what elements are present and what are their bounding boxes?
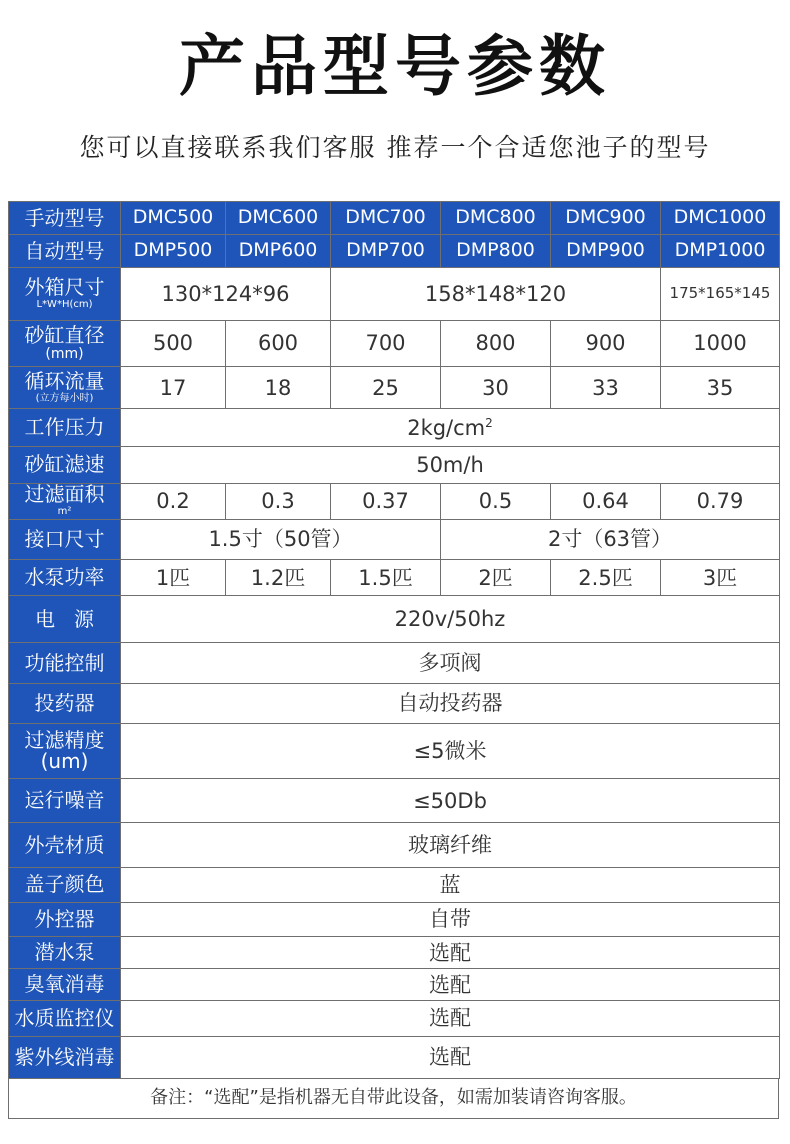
filter-speed-value: 50m/h [121, 447, 780, 483]
label-box-size-unit: L*W*H(cm) [36, 299, 93, 311]
pressure-value-text: 2kg/cm [407, 415, 486, 440]
label-lid-color: 盖子颜色 [9, 867, 121, 902]
page-subtitle: 您可以直接联系我们客服 推荐一个合适您池子的型号 [79, 133, 711, 162]
power-supply-value: 220v/50hz [121, 596, 780, 643]
tank-diameter-cell: 900 [551, 320, 661, 366]
ozone-value: 选配 [121, 969, 780, 1001]
pressure-value-sup: 2 [485, 415, 493, 430]
label-filter-area-unit: m² [57, 506, 72, 518]
auto-model-cell: DMP700 [331, 235, 441, 268]
row-submersible [9, 937, 780, 969]
row-doser [9, 683, 780, 723]
tank-diameter-cell: 500 [121, 320, 226, 366]
filter-area-cell: 0.3 [226, 483, 331, 519]
label-precision [9, 723, 121, 778]
label-manual-model: 手动型号 [9, 202, 121, 235]
row-noise [9, 779, 780, 823]
submersible-value: 选配 [121, 937, 780, 969]
row-lid-color [9, 867, 780, 902]
box-size-cell: 130*124*96 [121, 268, 331, 320]
tank-diameter-cell: 800 [441, 320, 551, 366]
precision-value: ≤5微米 [121, 723, 780, 778]
auto-model-cell: DMP500 [121, 235, 226, 268]
filter-area-cell: 0.64 [551, 483, 661, 519]
pump-power-cell: 2.5匹 [551, 559, 661, 595]
label-tank-diameter [9, 320, 121, 366]
label-flow-unit: (立方每小时) [35, 392, 94, 404]
doser-value: 自动投药器 [121, 683, 780, 723]
label-monitor: 水质监控仪 [9, 1001, 121, 1036]
row-shell [9, 823, 780, 867]
auto-model-cell: DMP1000 [661, 235, 780, 268]
box-size-cell: 175*165*145 [661, 268, 780, 320]
auto-model-cell: DMP900 [551, 235, 661, 268]
label-pump-power: 水泵功率 [9, 559, 121, 595]
pump-power-cell: 1.5匹 [331, 559, 441, 595]
tank-diameter-cell: 1000 [661, 320, 780, 366]
label-filter-speed: 砂缸滤速 [9, 447, 121, 483]
label-noise: 运行噪音 [9, 779, 121, 823]
flow-cell: 25 [331, 366, 441, 408]
manual-model-cell: DMC700 [331, 202, 441, 235]
manual-model-cell: DMC1000 [661, 202, 780, 235]
label-pressure: 工作压力 [9, 409, 121, 447]
label-precision-unit: (um) [40, 749, 89, 774]
spec-table [8, 201, 780, 1079]
row-uv [9, 1036, 780, 1078]
label-doser: 投药器 [9, 683, 121, 723]
label-filter-area-text: 过滤面积 [24, 483, 105, 507]
footnote: 备注：“选配”是指机器无自带此设备，如需加装请咨询客服。 [8, 1079, 779, 1119]
port-size-cell: 1.5寸（50管） [121, 519, 441, 559]
label-auto-model: 自动型号 [9, 235, 121, 268]
row-auto-model [9, 235, 780, 268]
pump-power-cell: 1匹 [121, 559, 226, 595]
label-tank-diameter-text: 砂缸直径 [24, 322, 105, 347]
pump-power-cell: 1.2匹 [226, 559, 331, 595]
label-ext-controller: 外控器 [9, 902, 121, 936]
auto-model-cell: DMP800 [441, 235, 551, 268]
label-power-supply: 电 源 [9, 596, 121, 643]
control-value: 多项阀 [121, 643, 780, 683]
flow-cell: 18 [226, 366, 331, 408]
monitor-value: 选配 [121, 1001, 780, 1036]
label-shell: 外壳材质 [9, 823, 121, 867]
label-flow-text: 循环流量 [24, 368, 105, 393]
label-box-size-text: 外箱尺寸 [24, 275, 105, 300]
flow-cell: 35 [661, 366, 780, 408]
label-ozone: 臭氧消毒 [9, 969, 121, 1001]
label-submersible: 潜水泵 [9, 937, 121, 969]
pump-power-cell: 2匹 [441, 559, 551, 595]
page-title: 产品型号参数 [179, 28, 611, 105]
row-ozone [9, 969, 780, 1001]
shell-value: 玻璃纤维 [121, 823, 780, 867]
row-box-size [9, 268, 780, 320]
auto-model-cell: DMP600 [226, 235, 331, 268]
label-box-size [9, 268, 121, 320]
label-port-size: 接口尺寸 [9, 519, 121, 559]
filter-area-cell: 0.37 [331, 483, 441, 519]
box-size-cell: 158*148*120 [331, 268, 661, 320]
row-filter-speed [9, 447, 780, 483]
flow-cell: 17 [121, 366, 226, 408]
pressure-value [121, 409, 780, 447]
uv-value: 选配 [121, 1036, 780, 1078]
flow-cell: 33 [551, 366, 661, 408]
row-power-supply [9, 596, 780, 643]
noise-value: ≤50Db [121, 779, 780, 823]
ext-controller-value: 自带 [121, 902, 780, 936]
row-ext-controller [9, 902, 780, 936]
row-control [9, 643, 780, 683]
filter-area-cell: 0.79 [661, 483, 780, 519]
flow-cell: 30 [441, 366, 551, 408]
manual-model-cell: DMC500 [121, 202, 226, 235]
row-filter-area [9, 483, 780, 519]
label-precision-text: 过滤精度 [24, 728, 105, 753]
port-size-cell: 2寸（63管） [441, 519, 780, 559]
filter-area-cell: 0.2 [121, 483, 226, 519]
manual-model-cell: DMC900 [551, 202, 661, 235]
row-pump-power [9, 559, 780, 595]
row-pressure [9, 409, 780, 447]
row-monitor [9, 1001, 780, 1036]
label-tank-diameter-unit: (mm) [45, 345, 84, 362]
manual-model-cell: DMC600 [226, 202, 331, 235]
manual-model-cell: DMC800 [441, 202, 551, 235]
filter-area-cell: 0.5 [441, 483, 551, 519]
row-precision [9, 723, 780, 778]
tank-diameter-cell: 600 [226, 320, 331, 366]
pump-power-cell: 3匹 [661, 559, 780, 595]
row-port-size [9, 519, 780, 559]
label-flow [9, 366, 121, 408]
label-filter-area [9, 483, 121, 519]
label-control: 功能控制 [9, 643, 121, 683]
lid-color-value: 蓝 [121, 867, 780, 902]
tank-diameter-cell: 700 [331, 320, 441, 366]
row-flow [9, 366, 780, 408]
label-uv: 紫外线消毒 [9, 1036, 121, 1078]
row-manual-model [9, 202, 780, 235]
row-tank-diameter [9, 320, 780, 366]
